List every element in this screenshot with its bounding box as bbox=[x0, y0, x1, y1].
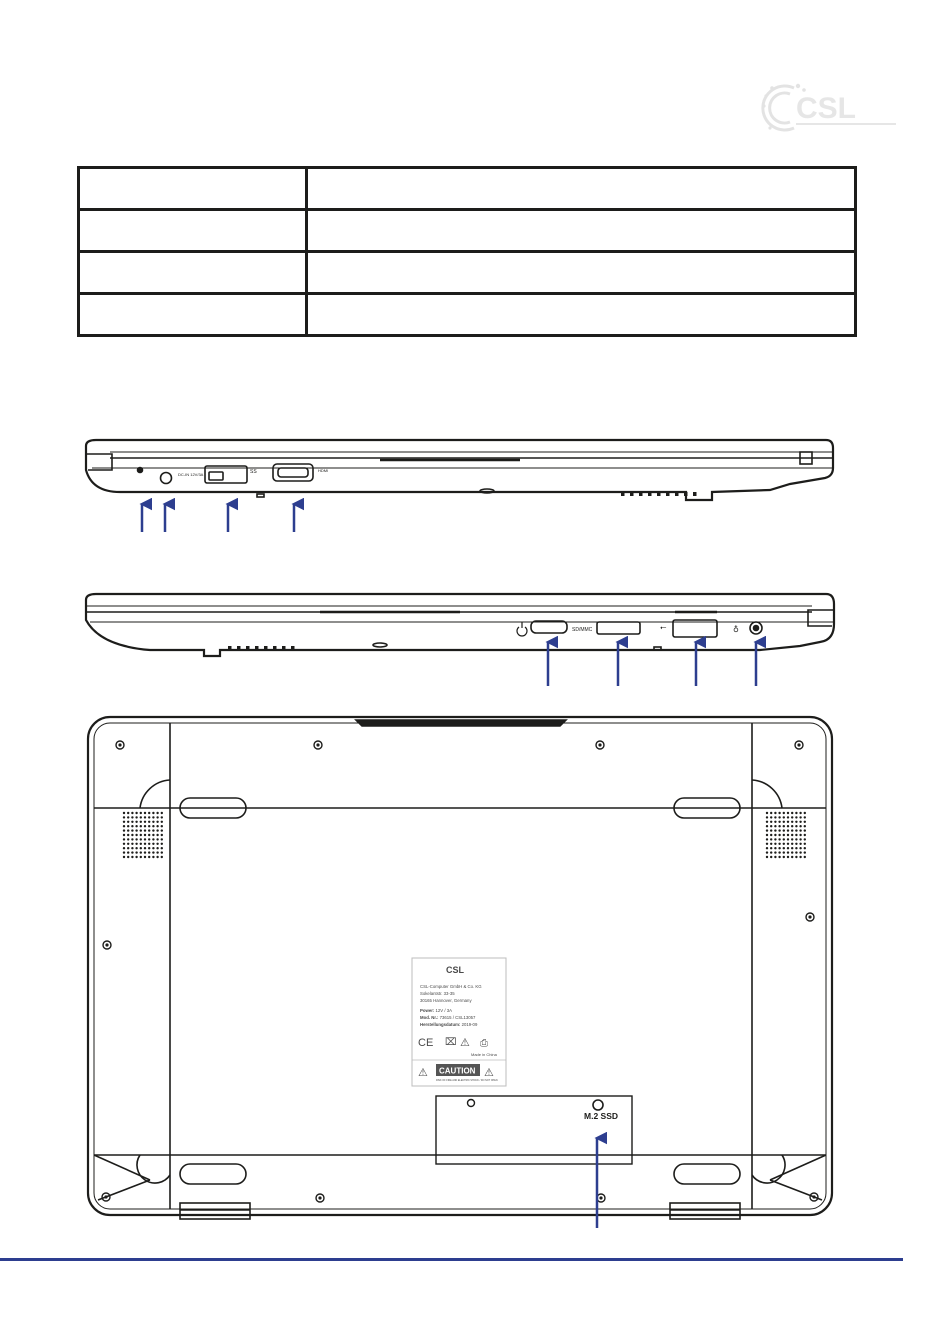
speaker-hole bbox=[148, 847, 150, 849]
speaker-hole bbox=[123, 834, 125, 836]
speaker-hole bbox=[131, 816, 133, 818]
speaker-hole bbox=[123, 843, 125, 845]
speaker-hole bbox=[795, 821, 797, 823]
speaker-hole bbox=[766, 812, 768, 814]
speaker-hole bbox=[123, 829, 125, 831]
speaker-hole bbox=[778, 816, 780, 818]
speaker-hole bbox=[766, 829, 768, 831]
speaker-hole bbox=[787, 838, 789, 840]
speaker-hole bbox=[783, 834, 785, 836]
speaker-hole bbox=[774, 847, 776, 849]
speaker-hole bbox=[791, 812, 793, 814]
speaker-hole bbox=[152, 816, 154, 818]
speaker-hole bbox=[778, 847, 780, 849]
speaker-hole bbox=[770, 812, 772, 814]
speaker-hole bbox=[152, 812, 154, 814]
speaker-hole bbox=[766, 816, 768, 818]
speaker-hole bbox=[148, 812, 150, 814]
speaker-hole bbox=[770, 847, 772, 849]
caution-subtext: RISK OF FIRE AND ELECTRIC SHOCK / DO NOT OPEN bbox=[436, 1079, 498, 1082]
speaker-hole bbox=[799, 834, 801, 836]
speaker-hole bbox=[127, 838, 129, 840]
speaker-hole bbox=[144, 856, 146, 858]
footer-rule bbox=[0, 1258, 903, 1261]
speaker-hole bbox=[148, 856, 150, 858]
speaker-hole bbox=[135, 812, 137, 814]
speaker-hole bbox=[783, 829, 785, 831]
speaker-hole bbox=[799, 829, 801, 831]
speaker-hole bbox=[144, 816, 146, 818]
speaker-hole bbox=[152, 856, 154, 858]
speaker-hole bbox=[774, 829, 776, 831]
speaker-hole bbox=[140, 812, 142, 814]
speaker-hole bbox=[161, 851, 163, 853]
speaker-hole bbox=[766, 821, 768, 823]
headphone-icon: ♁ bbox=[733, 625, 739, 634]
rating-label-date: Herstellungsdatum: 2019-09 bbox=[420, 1022, 478, 1027]
speaker-hole bbox=[795, 834, 797, 836]
dc-in-label: DC-IN 12V/3A bbox=[178, 472, 204, 477]
speaker-hole bbox=[161, 856, 163, 858]
right-speaker-grille bbox=[766, 812, 806, 858]
speaker-hole bbox=[161, 812, 163, 814]
speaker-hole bbox=[123, 851, 125, 853]
speaker-hole bbox=[774, 843, 776, 845]
speaker-hole bbox=[778, 829, 780, 831]
speaker-hole bbox=[766, 825, 768, 827]
speaker-hole bbox=[799, 821, 801, 823]
speaker-hole bbox=[787, 851, 789, 853]
speaker-hole bbox=[161, 816, 163, 818]
speaker-hole bbox=[148, 834, 150, 836]
speaker-hole bbox=[161, 829, 163, 831]
speaker-hole bbox=[144, 829, 146, 831]
speaker-hole bbox=[127, 851, 129, 853]
speaker-hole bbox=[804, 838, 806, 840]
speaker-hole bbox=[131, 838, 133, 840]
speaker-hole bbox=[787, 856, 789, 858]
speaker-hole bbox=[791, 834, 793, 836]
speaker-hole bbox=[148, 821, 150, 823]
speaker-hole bbox=[770, 838, 772, 840]
speaker-hole bbox=[161, 825, 163, 827]
speaker-hole bbox=[131, 847, 133, 849]
rating-label bbox=[412, 958, 506, 1086]
speaker-hole bbox=[778, 812, 780, 814]
speaker-hole bbox=[127, 847, 129, 849]
speaker-hole bbox=[127, 812, 129, 814]
speaker-hole bbox=[161, 838, 163, 840]
speaker-hole bbox=[799, 847, 801, 849]
speaker-hole bbox=[161, 821, 163, 823]
speaker-hole bbox=[127, 816, 129, 818]
speaker-hole bbox=[135, 825, 137, 827]
speaker-hole bbox=[156, 825, 158, 827]
speaker-hole bbox=[144, 825, 146, 827]
laptop-right-side-view bbox=[86, 594, 834, 656]
speaker-hole bbox=[140, 821, 142, 823]
speaker-hole bbox=[778, 825, 780, 827]
speaker-hole bbox=[140, 843, 142, 845]
speaker-hole bbox=[131, 856, 133, 858]
speaker-hole bbox=[791, 847, 793, 849]
speaker-hole bbox=[144, 847, 146, 849]
speaker-hole bbox=[783, 847, 785, 849]
speaker-hole bbox=[770, 816, 772, 818]
speaker-hole bbox=[148, 851, 150, 853]
speaker-hole bbox=[770, 843, 772, 845]
speaker-hole bbox=[778, 856, 780, 858]
speaker-hole bbox=[778, 843, 780, 845]
speaker-hole bbox=[131, 843, 133, 845]
speaker-hole bbox=[766, 838, 768, 840]
speaker-hole bbox=[783, 825, 785, 827]
speaker-hole bbox=[787, 821, 789, 823]
speaker-hole bbox=[804, 825, 806, 827]
speaker-hole bbox=[795, 829, 797, 831]
speaker-hole bbox=[156, 834, 158, 836]
speaker-hole bbox=[795, 825, 797, 827]
speaker-hole bbox=[791, 821, 793, 823]
speaker-hole bbox=[140, 847, 142, 849]
speaker-hole bbox=[799, 812, 801, 814]
speaker-hole bbox=[127, 821, 129, 823]
speaker-hole bbox=[774, 816, 776, 818]
speaker-hole bbox=[804, 816, 806, 818]
speaker-hole bbox=[795, 816, 797, 818]
speaker-hole bbox=[770, 856, 772, 858]
speaker-hole bbox=[783, 821, 785, 823]
speaker-hole bbox=[144, 838, 146, 840]
speaker-hole bbox=[783, 812, 785, 814]
speaker-hole bbox=[787, 816, 789, 818]
speaker-hole bbox=[795, 851, 797, 853]
speaker-hole bbox=[135, 834, 137, 836]
speaker-hole bbox=[791, 843, 793, 845]
weee-icon: ⌧ bbox=[445, 1037, 457, 1048]
speaker-hole bbox=[804, 812, 806, 814]
speaker-hole bbox=[791, 825, 793, 827]
speaker-hole bbox=[123, 821, 125, 823]
speaker-hole bbox=[135, 847, 137, 849]
speaker-hole bbox=[161, 843, 163, 845]
speaker-hole bbox=[123, 825, 125, 827]
speaker-hole bbox=[804, 843, 806, 845]
speaker-hole bbox=[787, 834, 789, 836]
speaker-hole bbox=[127, 829, 129, 831]
speaker-hole bbox=[774, 851, 776, 853]
speaker-hole bbox=[140, 834, 142, 836]
speaker-hole bbox=[770, 834, 772, 836]
speaker-hole bbox=[135, 838, 137, 840]
left-port-arrows bbox=[142, 504, 294, 532]
speaker-hole bbox=[144, 821, 146, 823]
speaker-hole bbox=[795, 838, 797, 840]
speaker-hole bbox=[127, 825, 129, 827]
speaker-hole bbox=[766, 851, 768, 853]
speaker-hole bbox=[778, 838, 780, 840]
speaker-hole bbox=[156, 838, 158, 840]
card-reader-label: SD/MMC bbox=[572, 627, 593, 633]
rating-label-company: CSL-Computer GmbH & Co. KG bbox=[420, 984, 482, 989]
usb3-label: SS bbox=[250, 469, 257, 475]
speaker-hole bbox=[156, 856, 158, 858]
speaker-hole bbox=[156, 847, 158, 849]
speaker-hole bbox=[791, 816, 793, 818]
speaker-hole bbox=[774, 838, 776, 840]
speaker-hole bbox=[774, 812, 776, 814]
speaker-hole bbox=[778, 851, 780, 853]
speaker-hole bbox=[799, 838, 801, 840]
speaker-hole bbox=[783, 856, 785, 858]
speaker-hole bbox=[799, 851, 801, 853]
rating-label-logo: CSL bbox=[446, 965, 464, 975]
speaker-hole bbox=[123, 847, 125, 849]
speaker-hole bbox=[135, 856, 137, 858]
speaker-hole bbox=[131, 821, 133, 823]
speaker-hole bbox=[140, 851, 142, 853]
speaker-hole bbox=[774, 834, 776, 836]
speaker-hole bbox=[144, 851, 146, 853]
caution-warning-icon-left: ⚠ bbox=[418, 1066, 428, 1079]
speaker-hole bbox=[770, 825, 772, 827]
speaker-hole bbox=[161, 847, 163, 849]
speaker-hole bbox=[140, 816, 142, 818]
speaker-hole bbox=[161, 834, 163, 836]
speaker-hole bbox=[787, 825, 789, 827]
speaker-hole bbox=[152, 847, 154, 849]
speaker-hole bbox=[144, 834, 146, 836]
speaker-hole bbox=[127, 856, 129, 858]
speaker-hole bbox=[148, 838, 150, 840]
speaker-hole bbox=[770, 851, 772, 853]
caution-warning-icon-right: ⚠ bbox=[484, 1066, 494, 1079]
speaker-hole bbox=[148, 816, 150, 818]
speaker-hole bbox=[783, 838, 785, 840]
speaker-hole bbox=[140, 838, 142, 840]
speaker-hole bbox=[135, 816, 137, 818]
speaker-hole bbox=[131, 812, 133, 814]
speaker-hole bbox=[770, 829, 772, 831]
speaker-hole bbox=[799, 816, 801, 818]
speaker-hole bbox=[787, 843, 789, 845]
speaker-hole bbox=[123, 812, 125, 814]
speaker-hole bbox=[156, 821, 158, 823]
speaker-hole bbox=[766, 834, 768, 836]
rating-label-city: 30165 Hannover, Germany bbox=[420, 998, 472, 1003]
usb2-icon: ⭠ bbox=[660, 623, 667, 632]
speaker-hole bbox=[804, 847, 806, 849]
speaker-hole bbox=[152, 838, 154, 840]
speaker-hole bbox=[140, 829, 142, 831]
speaker-hole bbox=[144, 812, 146, 814]
speaker-hole bbox=[156, 812, 158, 814]
made-in-label: Made in China bbox=[471, 1052, 497, 1057]
speaker-hole bbox=[783, 843, 785, 845]
speaker-hole bbox=[804, 851, 806, 853]
speaker-hole bbox=[127, 843, 129, 845]
speaker-hole bbox=[123, 856, 125, 858]
ce-mark: CE bbox=[418, 1037, 434, 1049]
speaker-hole bbox=[804, 834, 806, 836]
speaker-hole bbox=[131, 851, 133, 853]
speaker-hole bbox=[156, 829, 158, 831]
warning-icon: ⚠ bbox=[460, 1036, 470, 1049]
speaker-hole bbox=[135, 829, 137, 831]
hdmi-label: HDMI bbox=[318, 468, 329, 473]
speaker-hole bbox=[152, 851, 154, 853]
speaker-hole bbox=[140, 856, 142, 858]
speaker-hole bbox=[148, 843, 150, 845]
speaker-hole bbox=[156, 851, 158, 853]
speaker-hole bbox=[766, 843, 768, 845]
speaker-hole bbox=[127, 834, 129, 836]
speaker-hole bbox=[144, 843, 146, 845]
speaker-hole bbox=[131, 834, 133, 836]
rating-label-street: Sokelantstr. 33-35 bbox=[420, 991, 455, 996]
speaker-hole bbox=[774, 825, 776, 827]
speaker-hole bbox=[774, 821, 776, 823]
speaker-hole bbox=[123, 816, 125, 818]
speaker-hole bbox=[783, 851, 785, 853]
speaker-hole bbox=[135, 843, 137, 845]
speaker-hole bbox=[791, 851, 793, 853]
speaker-hole bbox=[135, 821, 137, 823]
speaker-hole bbox=[152, 834, 154, 836]
speaker-hole bbox=[799, 825, 801, 827]
speaker-hole bbox=[795, 856, 797, 858]
speaker-hole bbox=[148, 829, 150, 831]
speaker-hole bbox=[799, 856, 801, 858]
speaker-hole bbox=[152, 843, 154, 845]
speaker-hole bbox=[152, 825, 154, 827]
speaker-hole bbox=[787, 847, 789, 849]
speaker-hole bbox=[804, 821, 806, 823]
rating-label-power: Power: 12V / 3A bbox=[420, 1008, 453, 1013]
speaker-hole bbox=[774, 856, 776, 858]
speaker-hole bbox=[791, 829, 793, 831]
m2-ssd-label: M.2 SSD bbox=[584, 1111, 619, 1121]
speaker-hole bbox=[778, 834, 780, 836]
speaker-hole bbox=[795, 847, 797, 849]
speaker-hole bbox=[131, 825, 133, 827]
logo-text: CSL bbox=[796, 92, 856, 125]
speaker-hole bbox=[791, 838, 793, 840]
caution-text: CAUTION bbox=[439, 1066, 476, 1076]
left-vent-grille bbox=[621, 492, 697, 496]
speaker-hole bbox=[152, 821, 154, 823]
speaker-hole bbox=[799, 843, 801, 845]
speaker-hole bbox=[156, 816, 158, 818]
speaker-hole bbox=[787, 812, 789, 814]
speaker-hole bbox=[770, 821, 772, 823]
speaker-hole bbox=[135, 851, 137, 853]
speaker-hole bbox=[791, 856, 793, 858]
speaker-hole bbox=[766, 847, 768, 849]
speaker-hole bbox=[804, 829, 806, 831]
speaker-hole bbox=[131, 829, 133, 831]
speaker-hole bbox=[123, 838, 125, 840]
speaker-hole bbox=[783, 816, 785, 818]
speaker-hole bbox=[152, 829, 154, 831]
manual-icon: ⎙ bbox=[480, 1038, 488, 1049]
speaker-hole bbox=[804, 856, 806, 858]
rating-label-model: Mod. Nr.: 73615 / CSL13057 bbox=[420, 1015, 476, 1020]
speaker-hole bbox=[156, 843, 158, 845]
speaker-hole bbox=[148, 825, 150, 827]
speaker-hole bbox=[787, 829, 789, 831]
speaker-hole bbox=[795, 812, 797, 814]
speaker-hole bbox=[778, 821, 780, 823]
left-speaker-grille bbox=[123, 812, 163, 858]
laptop-left-side-view bbox=[86, 440, 833, 500]
right-port-arrows bbox=[548, 642, 756, 686]
speaker-hole bbox=[140, 825, 142, 827]
speaker-hole bbox=[766, 856, 768, 858]
speaker-hole bbox=[795, 843, 797, 845]
